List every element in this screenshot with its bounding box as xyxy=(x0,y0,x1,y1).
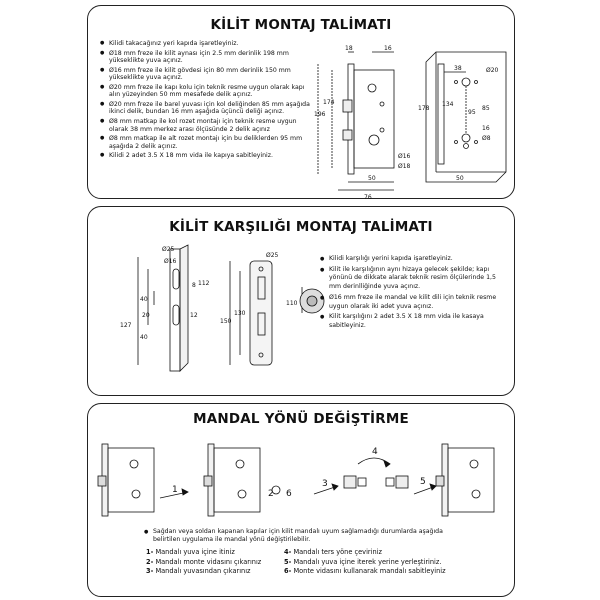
rosette-hole xyxy=(475,141,478,144)
dim-label: 110 xyxy=(286,300,298,307)
instruction-item: ● Ø18 mm freze ile kilit aynası için 2.5 mm derinlik 198 mm yükseklikte yuva açınız. xyxy=(100,50,310,65)
instruction-item: ● Kilit karşılığını 2 adet 3.5 X 18 mm vida ile kasaya sabitleyiniz. xyxy=(320,313,500,330)
instruction-item: ● Kilit ile karşılığının aynı hizaya gelecek şekilde; kapı yönünü de dikkate alarak teknik resim ölçülerinde 1,5 mm derinlliğinde yuva açınız. xyxy=(320,266,500,292)
latch-piece-reversed xyxy=(386,476,408,488)
step-number: 6 xyxy=(286,489,292,499)
instruction-item: ● Ø8 mm matkap ile kol rozet montajı için teknik resme uygun olarak 38 mm merkez arası ölçüsünde 2 delik açınız xyxy=(100,118,310,133)
dim-label: 40 xyxy=(140,296,148,303)
dim-label: Ø25 xyxy=(162,246,175,253)
dim-label: 95 xyxy=(468,109,476,116)
cylinder-hole xyxy=(369,135,379,145)
lock-step-2 xyxy=(204,444,260,516)
latch-direction-panel xyxy=(87,403,515,597)
dim-label: Ø18 xyxy=(398,163,411,170)
step-number: 1 xyxy=(172,485,178,495)
rosette-hole xyxy=(455,141,458,144)
dim-label: 8 xyxy=(192,282,196,289)
steps-right xyxy=(284,548,446,577)
screw-hole xyxy=(380,102,384,106)
instruction-item: ● Kilidi karşılığı yerini kapıda işaretleyiniz. xyxy=(320,255,500,264)
frame-face xyxy=(170,249,180,371)
dim-label: 12 xyxy=(190,312,198,319)
step-item: 4- Mandalı ters yöne çeviriniz xyxy=(284,548,382,556)
dim-label: 134 xyxy=(442,101,454,108)
deadbolt-shape xyxy=(343,130,352,140)
intro-note xyxy=(144,528,444,547)
rosette-hole xyxy=(475,81,478,84)
mortise-slot xyxy=(438,64,444,164)
dim-label: 38 xyxy=(454,65,462,72)
frame-drilling-drawing xyxy=(118,243,210,383)
dim-label: Ø20 xyxy=(486,67,499,74)
dim-label: Ø8 xyxy=(482,135,491,142)
handle-hole xyxy=(462,78,470,86)
instruction-list xyxy=(100,40,310,162)
instruction-item: ● Ø20 mm freze ile barel yuvası için kol deliğinden 85 mm aşağıda ikinci delik, bundan 16 mm aşağıda üçüncü deliği açınız. xyxy=(100,101,310,116)
cylinder-hole xyxy=(462,134,470,142)
steps-left xyxy=(146,548,261,577)
dim-label: 130 xyxy=(234,310,246,317)
lock-step-1 xyxy=(98,444,154,516)
dim-label: 85 xyxy=(482,105,490,112)
step-number: 2 xyxy=(268,489,274,499)
door-drilling-drawing xyxy=(418,42,516,192)
step-number: 3 xyxy=(322,479,328,489)
section-title: KİLİT MONTAJ TALİMATI xyxy=(210,17,392,33)
dim-label: 150 xyxy=(220,318,232,325)
dim-label: Ø25 xyxy=(266,252,279,259)
step-number: 4 xyxy=(372,447,378,457)
dim-label: 50 xyxy=(456,175,464,182)
instruction-item: ● Ø16 mm freze ile mandal ve kilit dili için teknik resme uygun olarak iki adet yuva açınız. xyxy=(320,294,500,311)
latch-piece xyxy=(344,476,366,488)
latch-slot xyxy=(173,269,179,289)
latch-reversal-steps-drawing xyxy=(96,434,506,524)
lock-step-3 xyxy=(436,444,494,516)
lock-body-drawing xyxy=(310,44,440,201)
step-item: 1- Mandalı yuva içine itiniz xyxy=(146,548,235,556)
dim-label: 127 xyxy=(120,322,132,329)
dim-label: 76 xyxy=(364,194,372,201)
frame-shape xyxy=(180,245,188,371)
instruction-list xyxy=(320,255,500,333)
step-number: 5 xyxy=(420,477,426,487)
section-title: KİLİT KARŞILIĞI MONTAJ TALİMATI xyxy=(169,219,433,235)
dim-label: 18 xyxy=(345,45,353,52)
rosette-hole xyxy=(455,81,458,84)
strike-plate-panel xyxy=(87,206,515,396)
strike-plate-drawing xyxy=(218,247,288,377)
dim-label: 178 xyxy=(418,105,430,112)
instruction-item: ● Kilidi takacağınız yeri kapıda işaretleyiniz. xyxy=(100,40,310,47)
screw-hole xyxy=(380,128,384,132)
instruction-item: ● Ø8 mm matkap ile alt rozet montajı için bu deliklerden 95 mm aşağıda 2 delik açınız. xyxy=(100,135,310,150)
dim-label: 16 xyxy=(384,45,392,52)
dim-label: Ø16 xyxy=(164,258,177,265)
dim-label: 112 xyxy=(198,280,210,287)
instruction-item: ● Ø20 mm freze ile kapı kolu için teknik resme uygun olarak kapı alın yüzeyinden 50 mm mesafede delik açınız. xyxy=(100,84,310,99)
step-item: 3- Mandalı yuvasından çıkarınız xyxy=(146,567,251,575)
step-item: 5- Mandalı yuva içine iterek yerine yerleştiriniz. xyxy=(284,557,442,566)
bolt-slot xyxy=(173,305,179,325)
spindle-hole xyxy=(368,84,376,92)
dim-label: 40 xyxy=(140,334,148,341)
instruction-item: ● Ø16 mm freze ile kilit gövdesi için 80 mm derinlik 150 mm yükseklikte yuva açınız. xyxy=(100,67,310,82)
dim-label: 20 xyxy=(142,312,150,319)
step-item: 2- Mandalı monte vidasını çıkarınız xyxy=(146,557,262,566)
dim-label: 16 xyxy=(482,125,490,132)
step-item: 6- Monte vidasını kullanarak mandalı sabitleyiniz xyxy=(284,567,446,575)
dim-label: 174 xyxy=(323,99,335,106)
dim-label: Ø16 xyxy=(398,153,411,160)
faceplate-shape xyxy=(348,64,354,174)
instruction-item: ● Kilidi 2 adet 3.5 X 18 mm vida ile kapıya sabitleyiniz. xyxy=(100,152,310,159)
latch-shape xyxy=(343,100,352,112)
lock-installation-panel xyxy=(87,5,515,199)
intro-text: ● Sağdan veya soldan kapanan kapılar için kilit mandalı uyum sağlamadığı durumlarda aşağıda belirtilen uygulama ile mandal yönü değiştirilebilir. xyxy=(144,528,444,545)
cylinder-hole-lower xyxy=(464,144,469,149)
dim-label: 50 xyxy=(368,175,376,182)
section-title: MANDAL YÖNÜ DEĞİŞTİRME xyxy=(193,411,409,427)
dim-label: 196 xyxy=(314,111,326,118)
